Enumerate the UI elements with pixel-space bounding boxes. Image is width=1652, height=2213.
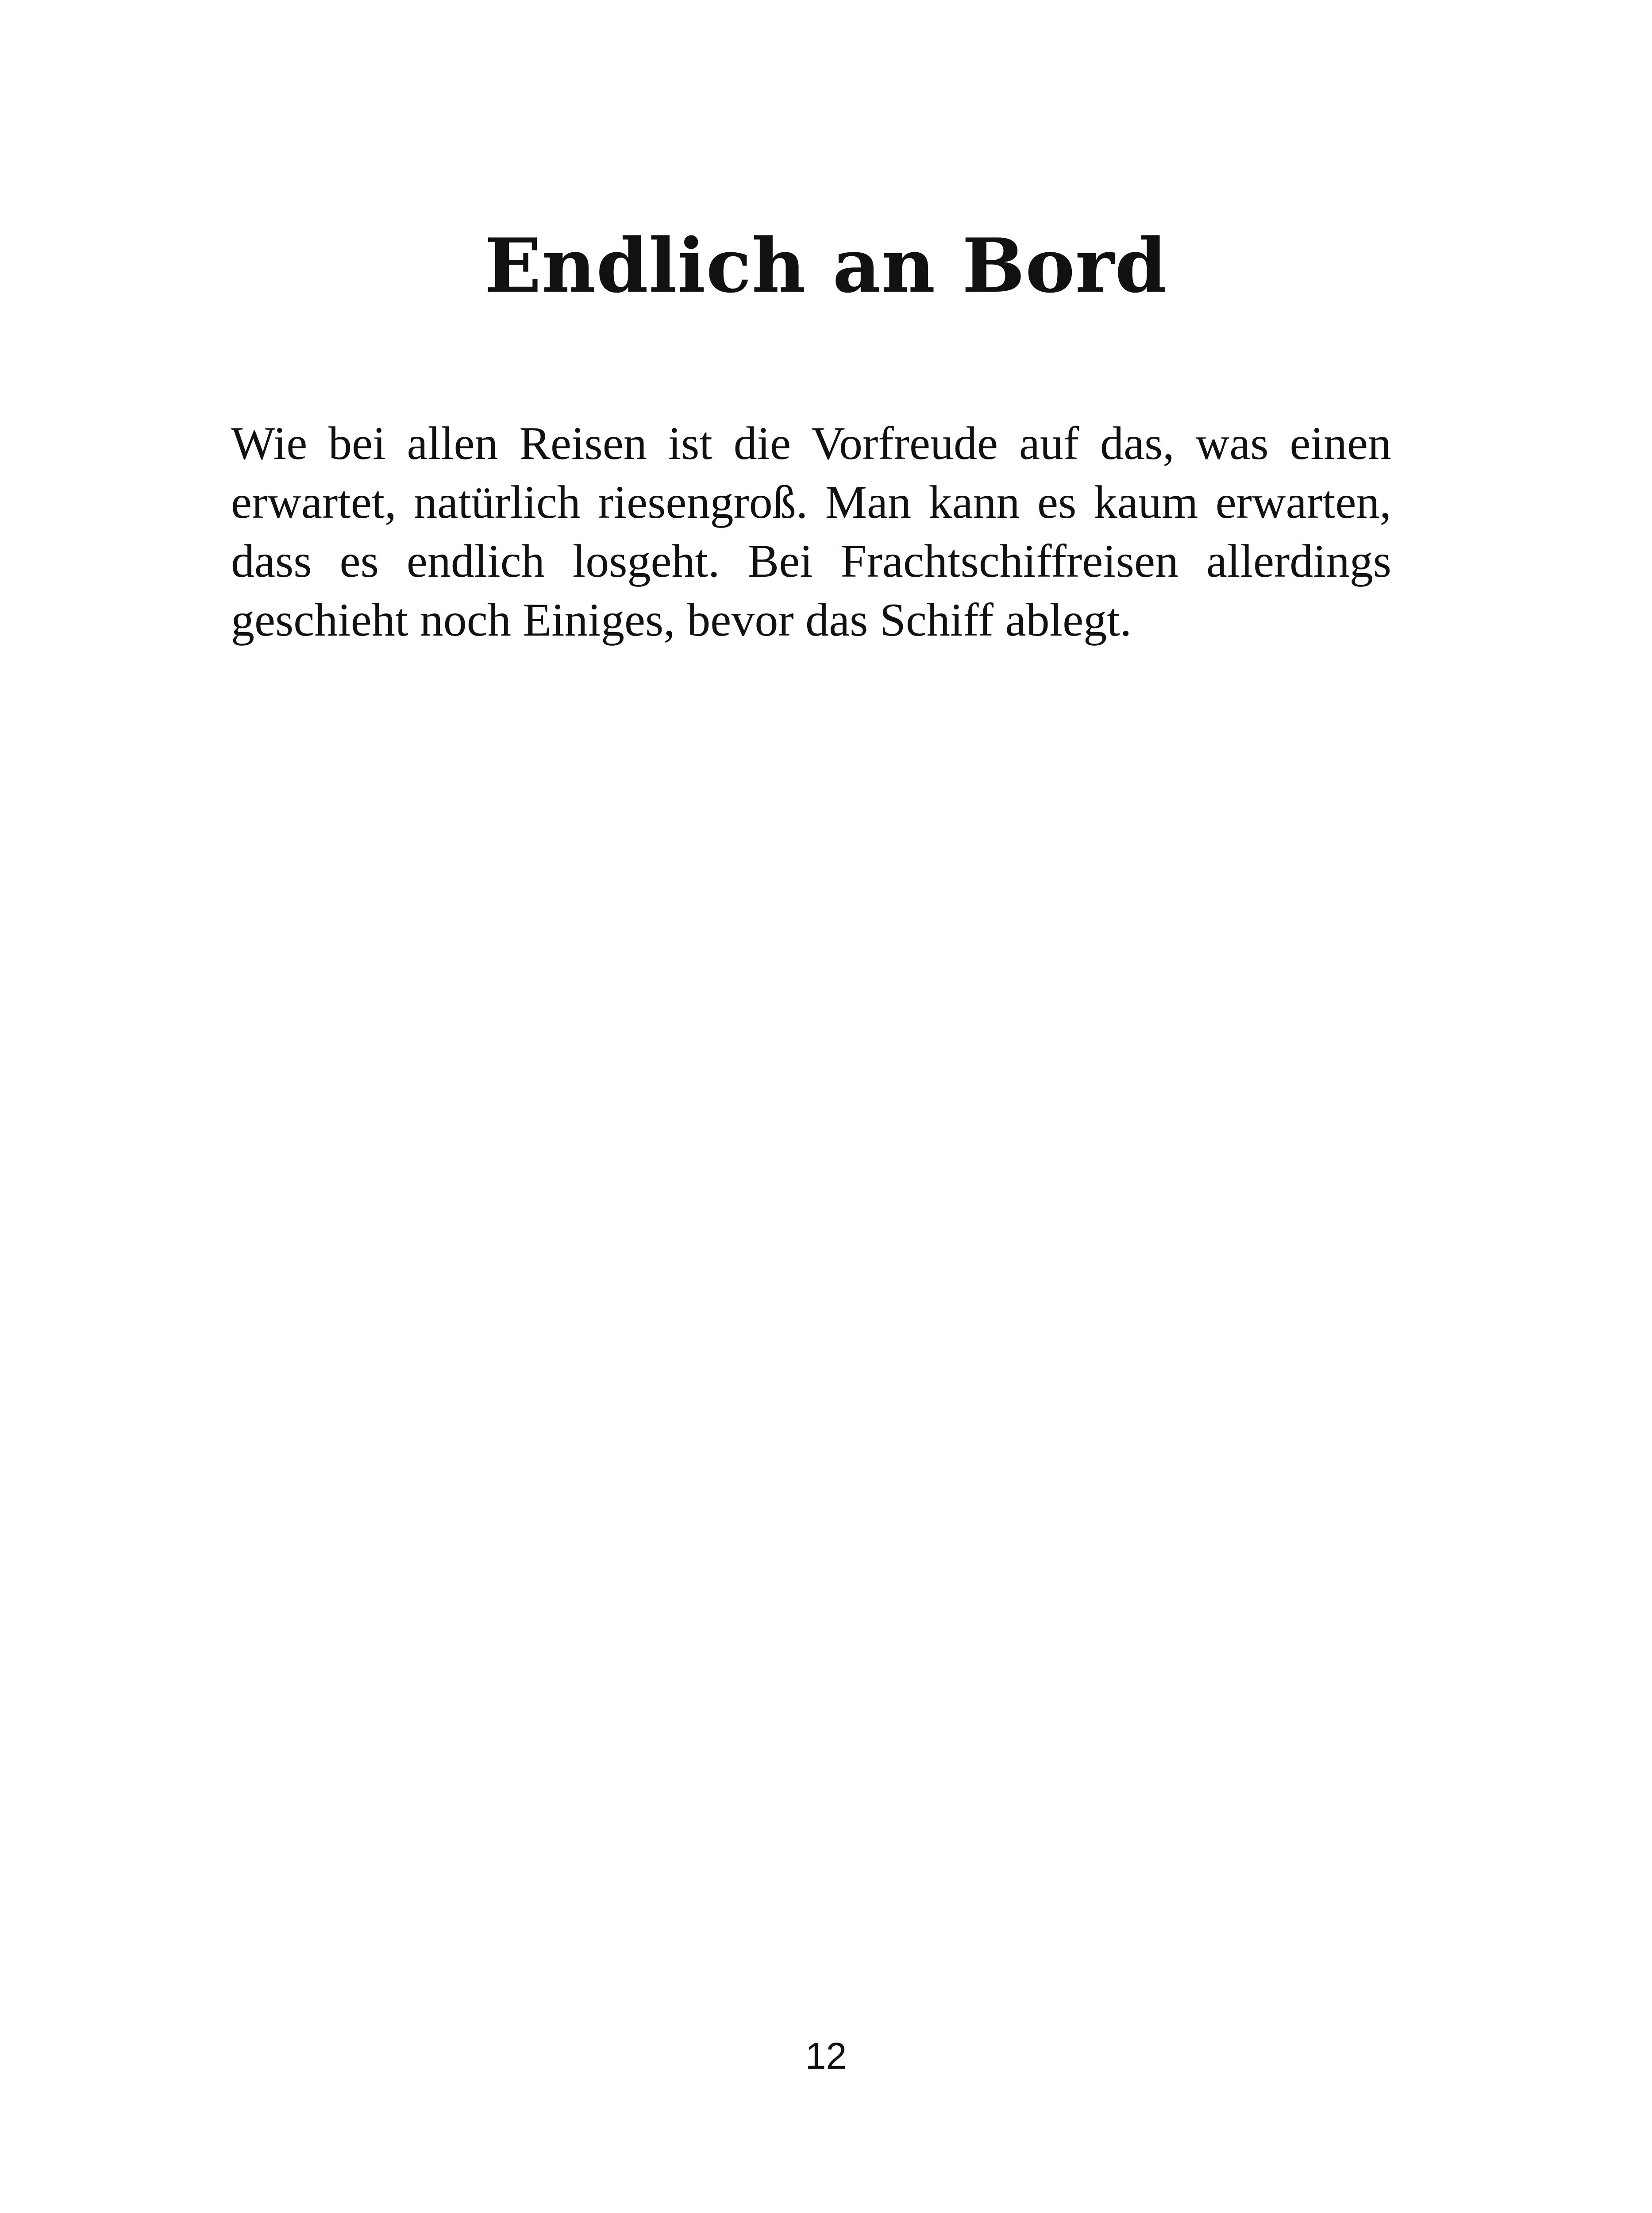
paragraph-line: geschieht noch Einiges, bevor das Schiff ablegt.: [231, 594, 1132, 646]
chapter-title: Endlich an Bord: [485, 222, 1167, 309]
paragraph-line: Wie bei allen Reisen ist die Vorfreude auf das, was einen: [231, 417, 1391, 469]
page-number: 12: [805, 2035, 847, 2077]
paragraph-line: dass es endlich losgeht. Bei Frachtschiffreisen allerdings: [231, 535, 1391, 587]
paragraph-line: erwartet, natürlich riesengroß. Man kann es kaum erwarten,: [231, 476, 1391, 528]
body-paragraph: [231, 414, 1391, 649]
